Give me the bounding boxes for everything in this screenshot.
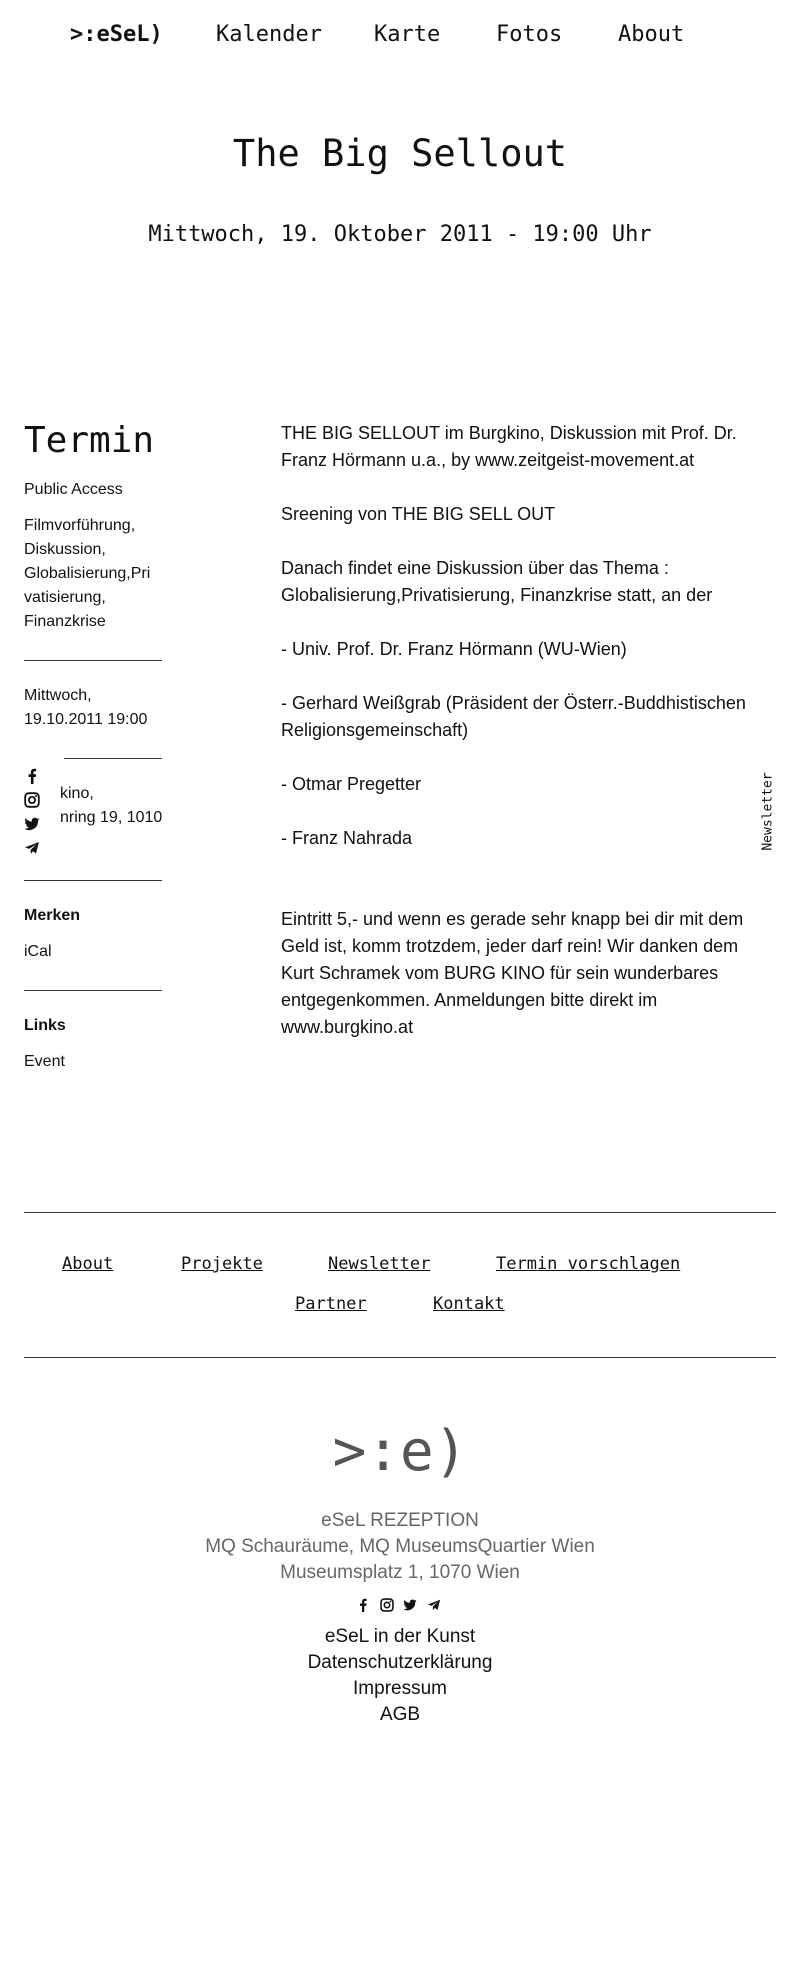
footer-social <box>356 1598 446 1616</box>
sidebar-date-line: Mittwoch, <box>24 687 92 704</box>
sidebar-divider <box>24 990 162 991</box>
tag-line: vatisierung, <box>24 589 106 606</box>
address-line: Museumsplatz 1, 1070 Wien <box>280 1562 520 1583</box>
sidebar-date-line: 19.10.2011 19:00 <box>24 711 148 728</box>
footer-link-esel-in-der-kunst[interactable]: eSeL in der Kunst <box>324 1626 476 1647</box>
description-paragraph: - Gerhard Weißgrab (Präsident der Österr.-Buddhistischen Religionsgemeinschaft) <box>281 693 746 740</box>
event-tags <box>24 514 164 634</box>
tag-line: Finanzkrise <box>24 613 106 630</box>
footer-logo: >:e) <box>332 1419 468 1484</box>
description-paragraph: - Franz Nahrada <box>281 828 413 848</box>
facebook-icon[interactable] <box>24 768 42 786</box>
footer-link-agb[interactable]: AGB <box>379 1704 421 1725</box>
instagram-icon[interactable] <box>380 1598 394 1612</box>
newsletter-tab[interactable] <box>754 770 782 858</box>
telegram-icon[interactable] <box>24 840 42 858</box>
merken-heading: Merken <box>24 907 81 924</box>
sidebar-title: Termin <box>24 420 155 461</box>
footer-link-kontakt[interactable]: Kontakt <box>433 1294 505 1314</box>
newsletter-tab-label: Newsletter <box>760 772 776 851</box>
footer-link-newsletter[interactable]: Newsletter <box>328 1254 431 1274</box>
nav-item-kalender[interactable]: Kalender <box>216 22 322 47</box>
nav-item-about[interactable]: About <box>618 22 685 47</box>
sidebar-divider <box>24 880 162 881</box>
site-logo[interactable]: >:eSeL) <box>70 22 163 47</box>
footer-divider <box>24 1212 776 1213</box>
tag-line: Globalisierung,Pri <box>24 565 151 582</box>
tag-line: Filmvorführung, <box>24 517 136 534</box>
facebook-icon[interactable] <box>356 1598 370 1612</box>
description-paragraph: Eintritt 5,- und wenn es gerade sehr knapp bei dir mit dem Geld ist, komm trotzdem, jeder darf rein! Wir danken dem Kurt Schramek vom BURG KINO für sein wunderbares entgegenkommen. Anmeldungen bitte direkt im www.burgkino.at <box>281 909 744 1037</box>
address-line: MQ Schauräume, MQ MuseumsQuartier Wien <box>205 1536 595 1557</box>
event-link[interactable]: Event <box>24 1053 65 1070</box>
ical-link[interactable]: iCal <box>24 943 52 960</box>
event-description <box>281 420 771 1041</box>
footer-link-partner[interactable]: Partner <box>295 1294 367 1314</box>
address-line: eSeL REZEPTION <box>321 1510 479 1531</box>
description-paragraph: THE BIG SELLOUT im Burgkino, Diskussion mit Prof. Dr. Franz Hörmann u.a., by www.zeitgeist-movement.at <box>281 423 737 470</box>
twitter-icon[interactable] <box>403 1598 417 1612</box>
access-label: Public Access <box>24 481 123 498</box>
page-title: The Big Sellout <box>232 132 568 175</box>
sidebar-divider <box>24 660 162 661</box>
description-paragraph: - Otmar Pregetter <box>281 774 422 794</box>
telegram-icon[interactable] <box>427 1598 441 1612</box>
twitter-icon[interactable] <box>24 816 42 834</box>
description-paragraph: Danach findet eine Diskussion über das Thema : Globalisierung,Privatisierung, Finanzkrise statt, an der <box>281 558 713 605</box>
sidebar-divider <box>64 758 162 759</box>
footer-link-about[interactable]: About <box>62 1254 114 1274</box>
nav-item-karte[interactable]: Karte <box>374 22 441 47</box>
sidebar-location-line: nring 19, 1010 <box>60 809 163 826</box>
sidebar-location-line: kino, <box>60 785 94 802</box>
description-paragraph: - Univ. Prof. Dr. Franz Hörmann (WU-Wien) <box>281 639 627 659</box>
footer-divider <box>24 1357 776 1358</box>
footer-link-datenschutz[interactable]: Datenschutzerklärung <box>307 1652 493 1673</box>
instagram-icon[interactable] <box>24 792 42 810</box>
footer-link-impressum[interactable]: Impressum <box>353 1678 447 1699</box>
sidebar-location <box>60 782 174 830</box>
links-heading: Links <box>24 1017 66 1034</box>
description-paragraph: Sreening von THE BIG SELL OUT <box>281 504 556 524</box>
tag-line: Diskussion, <box>24 541 106 558</box>
footer-link-projekte[interactable]: Projekte <box>181 1254 263 1274</box>
sidebar-date <box>24 684 164 732</box>
event-date-heading: Mittwoch, 19. Oktober 2011 - 19:00 Uhr <box>148 222 652 247</box>
footer-link-termin-vorschlagen[interactable]: Termin vorschlagen <box>496 1254 681 1274</box>
nav-item-fotos[interactable]: Fotos <box>496 22 563 47</box>
